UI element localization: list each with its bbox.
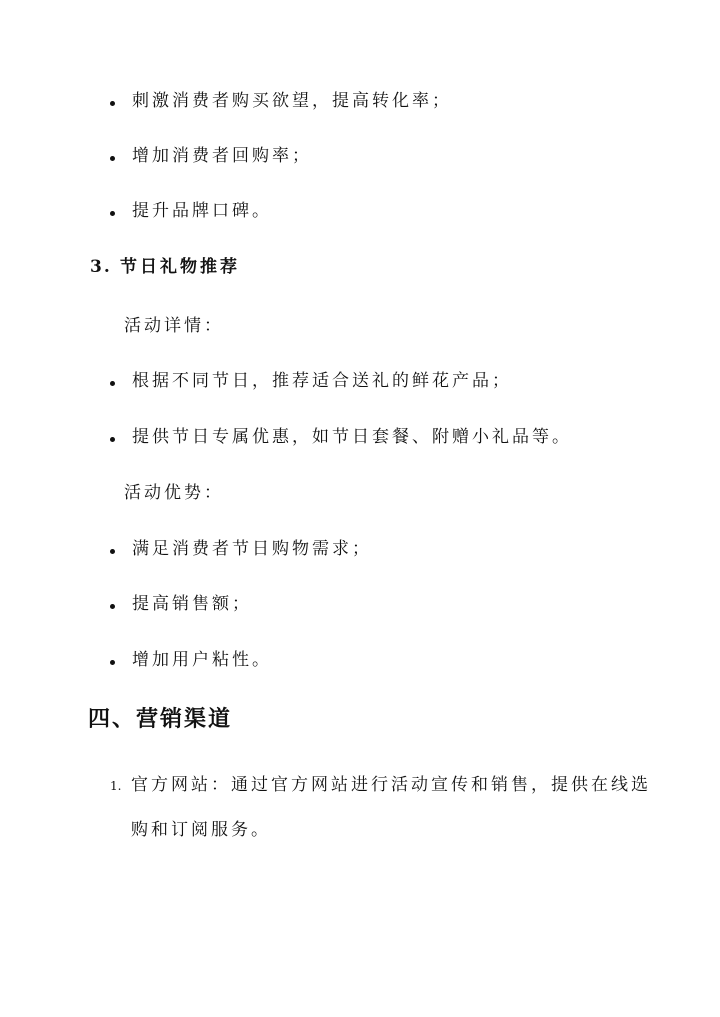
list-item-text: 刺激消费者购买欲望，提高转化率； xyxy=(132,91,452,111)
bullet-icon xyxy=(110,437,115,442)
ordered-list-text: 官方网站：通过官方网站进行活动宣传和销售，提供在线选 xyxy=(131,775,651,795)
list-item-text: 提升品牌口碑。 xyxy=(132,201,272,221)
advantages-label: 活动优势： xyxy=(124,483,224,503)
bullet-icon xyxy=(110,604,115,609)
list-item-text: 根据不同节日，推荐适合送礼的鲜花产品； xyxy=(132,371,512,391)
list-item-text: 增加消费者回购率； xyxy=(132,146,312,166)
bullet-icon xyxy=(110,156,115,161)
list-item-text: 提高销售额； xyxy=(132,594,252,614)
list-item-text: 提供节日专属优惠，如节日套餐、附赠小礼品等。 xyxy=(132,427,572,447)
list-item-text: 满足消费者节日购物需求； xyxy=(132,539,372,559)
subsection-number: 3. xyxy=(90,257,112,277)
bullet-icon xyxy=(110,211,115,216)
ordered-list-number: 1. xyxy=(110,779,122,793)
details-label: 活动详情： xyxy=(124,316,224,336)
list-item-text: 增加用户粘性。 xyxy=(132,650,272,670)
bullet-icon xyxy=(110,101,115,106)
bullet-icon xyxy=(110,381,115,386)
bullet-icon xyxy=(110,549,115,554)
section-heading: 四、营销渠道 xyxy=(88,706,233,732)
ordered-list-text-continued: 购和订阅服务。 xyxy=(131,820,271,840)
subsection-title: 节日礼物推荐 xyxy=(120,257,240,277)
bullet-icon xyxy=(110,660,115,665)
